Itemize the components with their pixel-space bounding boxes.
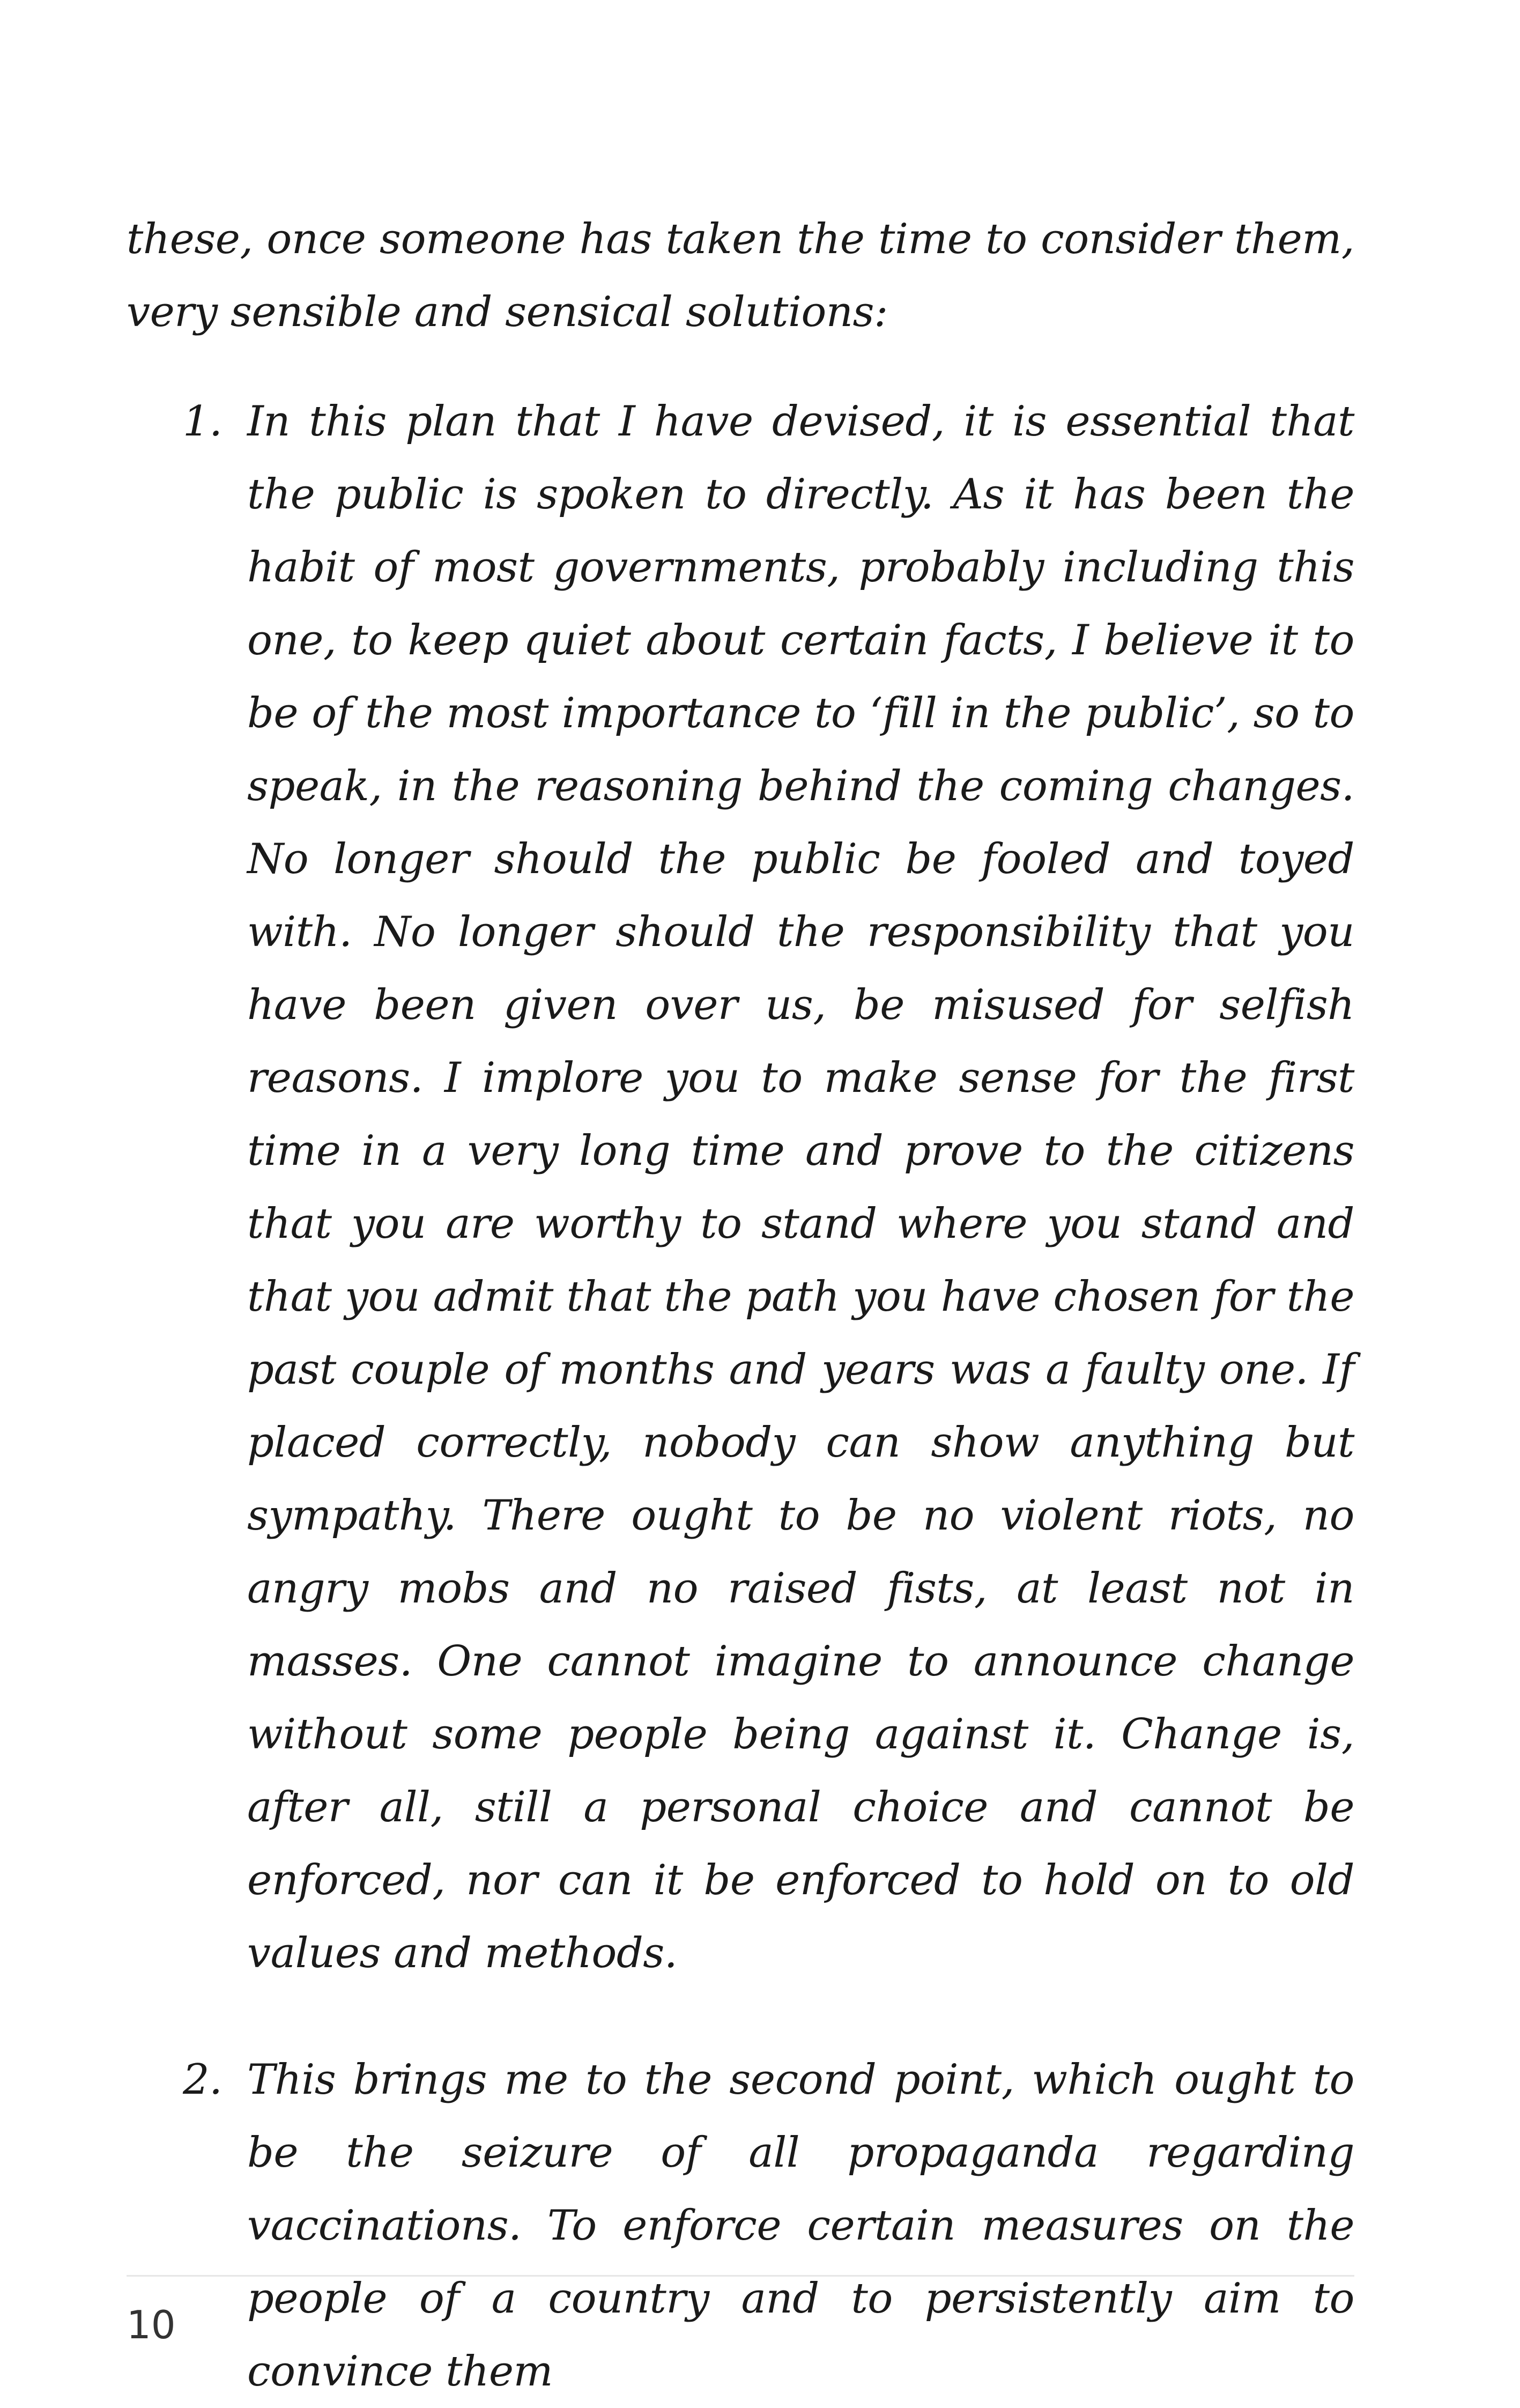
intro-paragraph: these, once someone has taken the time to consider them, very sensible and sensical solutions: xyxy=(127,215,1354,336)
list-item xyxy=(127,2043,1354,2408)
numbered-list xyxy=(127,385,1354,2408)
page-number: 10 xyxy=(127,2302,176,2347)
list-item-number: 1. xyxy=(183,397,223,446)
footer-divider xyxy=(127,2275,1354,2277)
list-item-text: In this plan that I have devised, it is essential that the public is spoken to directly. As it has been the habit of most governments, probably including this one, to keep quiet about certain facts, I believe it to be of the most importance to ‘fill in the public’, so to speak, in the reasoning behind the coming changes. No longer should the public be fooled and toyed with. No longer should the responsibility that you have been given over us, be misused for selfish reasons. I implore you to make sense for the first time in a very long time and prove to the citizens that you are worthy to stand where you stand and that you admit that the path you have chosen for the past couple of months and years was a faulty one. If placed correctly, nobody can show anything but sympathy. There ought to be no violent riots, no angry mobs and no raised fists, at least not in masses. One cannot imagine to announce change without some people being against it. Change is, after all, still a personal choice and cannot be enforced, nor can it be enforced to hold on to old values and methods. xyxy=(247,397,1354,1977)
list-item-number: 2. xyxy=(183,2056,223,2104)
list-item-text: This brings me to the second point, which ought to be the seizure of all propaganda regarding vaccinations. To enforce certain measures on the people of a country and to persistently aim to convince them xyxy=(247,2056,1354,2396)
list-item xyxy=(127,385,1354,1990)
